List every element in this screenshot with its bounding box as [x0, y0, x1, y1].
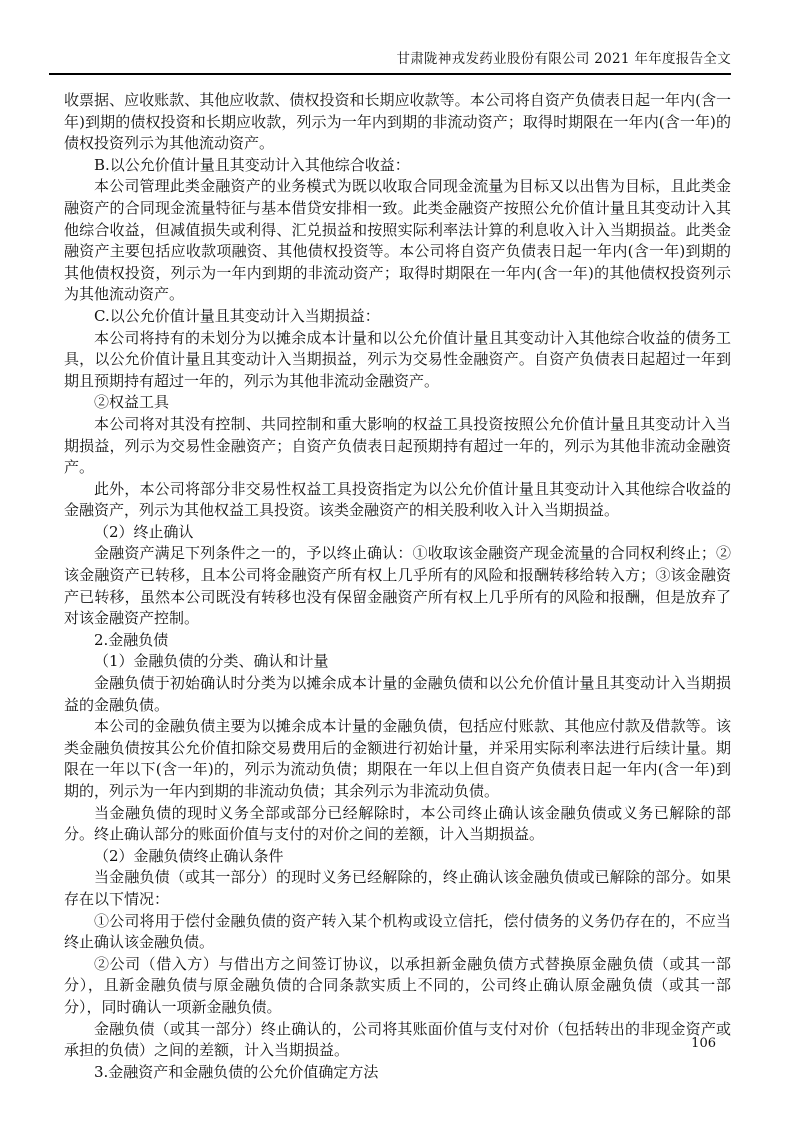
- paragraph: ①公司将用于偿付金融负债的资产转入某个机构或设立信托，偿付债务的义务仍存在的，不应当终止确认该金融负债。: [64, 911, 731, 952]
- paragraph: 当金融负债（或其一部分）的现时义务已经解除的，终止确认该金融负债或已解除的部分。如果存在以下情况：: [64, 868, 731, 908]
- paragraph: 本公司管理此类金融资产的业务模式为既以收取合同现金流量为目标又以出售为目标，且此类金融资产的合同现金流量特征与基本借贷安排相一致。此类金融资产按照公允价值计量且其变动计入其他综合收益，但减值损失或利得、汇兑损益和按照实际利率法计算的利息收入计入当期损益。此类金融资产主要包括应收款项融资、其他债权投资等。本公司将自资产负债表日起一年内(含一年)到期的其他债权投资，列示为一年内到期的非流动资产；取得时期限在一年内(含一年)的其他债权投资列示为其他流动资产。: [64, 177, 731, 304]
- paragraph: 金融负债于初始确认时分类为以摊余成本计量的金融负债和以公允价值计量且其变动计入当期损益的金融负债。: [64, 674, 731, 714]
- section-heading-fair-value-method: 3.金融资产和金融负债的公允价值确定方法: [94, 1062, 379, 1081]
- document-body: [64, 90, 731, 1083]
- paragraph: 金融资产满足下列条件之一的，予以终止确认：①收取该金融资产现金流量的合同权利终止；②该金融资产已转移，且本公司将金融资产所有权上几乎所有的风险和报酬转移给转入方；③该金融资产已转移，虽然本公司既没有转移也没有保留金融资产所有权上几乎所有的风险和报酬，但是放弃了对该金融资产控制。: [64, 544, 731, 628]
- paragraph: 本公司将持有的未划分为以摊余成本计量和以公允价值计量且其变动计入其他综合收益的债务工具，以公允价值计量且其变动计入当期损益，列示为交易性金融资产。自资产负债表日起超过一年到期且预期持有超过一年的，列示为其他非流动金融资产。: [64, 328, 731, 390]
- paragraph: 本公司将对其没有控制、共同控制和重大影响的权益工具投资按照公允价值计量且其变动计入当期损益，列示为交易性金融资产；自资产负债表日起预期持有超过一年的，列示为其他非流动金融资产。: [64, 414, 731, 477]
- section-heading-equity-instruments: ②权益工具: [94, 393, 170, 412]
- section-heading-financial-liabilities: 2.金融负债: [94, 630, 169, 649]
- paragraph: 当金融负债的现时义务全部或部分已经解除时，本公司终止确认该金融负债或义务已解除的部分。终止确认部分的账面价值与支付的对价之间的差额，计入当期损益。: [64, 803, 731, 844]
- section-heading-c: C.以公允价值计量且其变动计入当期损益：: [94, 306, 380, 325]
- page-footer: [691, 1036, 716, 1051]
- header-divider: [49, 73, 731, 75]
- section-heading-classification: （1）金融负债的分类、确认和计量: [94, 652, 329, 671]
- section-heading-liability-derecognition: （2）金融负债终止确认条件: [94, 846, 284, 865]
- paragraph-continuation: 收票据、应收账款、其他应收款、债权投资和长期应收款等。本公司将自资产负债表日起一年内(含一年)到期的债权投资和长期应收款，列示为一年内到期的非流动资产；取得时期限在一年内(含一年)的债权投资列示为其他流动资产。: [64, 91, 731, 153]
- paragraph: 金融负债（或其一部分）终止确认的，公司将其账面价值与支付对价（包括转出的非现金资产或承担的负债）之间的差额，计入当期损益。: [64, 1019, 731, 1060]
- report-header-title: 甘肃陇神戎发药业股份有限公司 2021 年年度报告全文: [396, 51, 731, 67]
- section-heading-b: B.以公允价值计量且其变动计入其他综合收益：: [94, 155, 410, 174]
- paragraph: ②公司（借入方）与借出方之间签订协议，以承担新金融负债方式替换原金融负债（或其一部分），且新金融负债与原金融负债的合同条款实质上不同的，公司终止确认原金融负债（或其一部分），同时确认一项新金融负债。: [64, 954, 731, 1016]
- page-number: 106: [691, 1036, 716, 1051]
- section-heading-derecognition: （2）终止确认: [94, 522, 194, 541]
- page-header: [49, 50, 731, 75]
- paragraph: 此外，本公司将部分非交易性权益工具投资指定为以公允价值计量且其变动计入其他综合收益的金融资产，列示为其他权益工具投资。该类金融资产的相关股利收入计入当期损益。: [64, 479, 731, 520]
- paragraph: 本公司的金融负债主要为以摊余成本计量的金融负债，包括应付账款、其他应付款及借款等。该类金融负债按其公允价值扣除交易费用后的金额进行初始计量，并采用实际利率法进行后续计量。期限在一年以下(含一年)的，列示为流动负债；期限在一年以上但自资产负债表日起一年内(含一年)到期的，列示为一年内到期的非流动负债；其余列示为非流动负债。: [64, 717, 731, 800]
